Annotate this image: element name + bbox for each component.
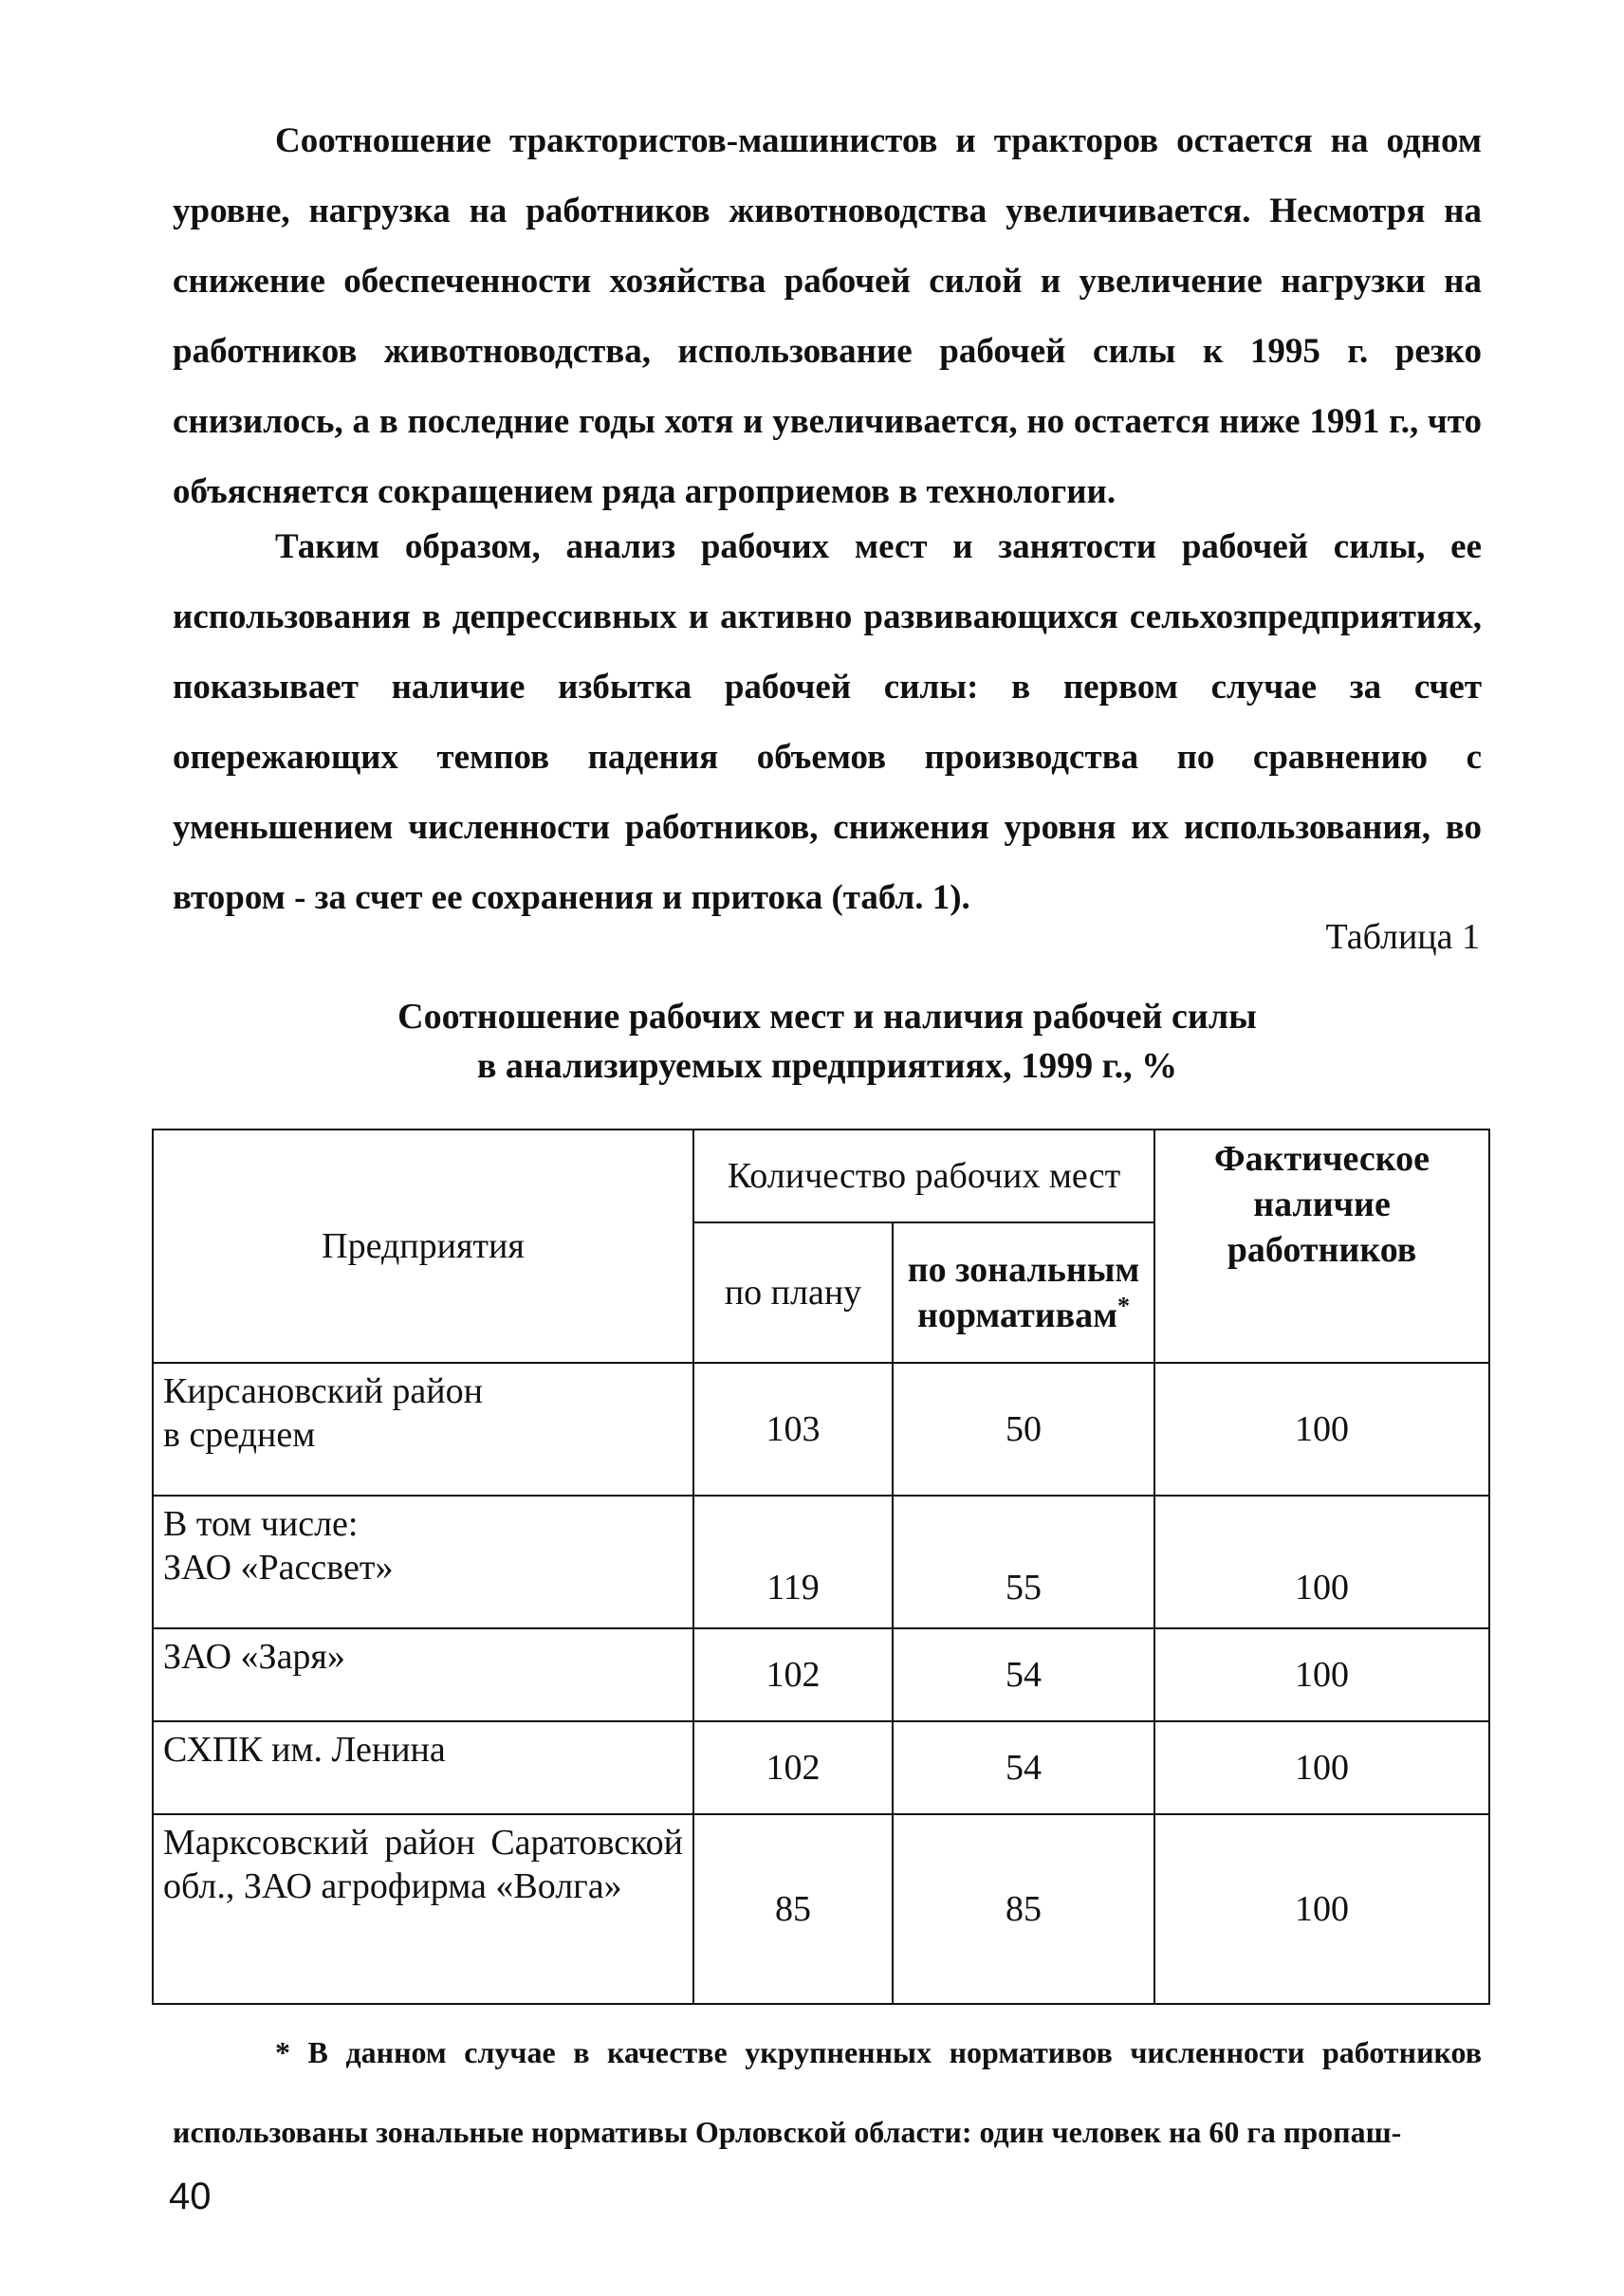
body-paragraph: Таким образом, анализ рабочих мест и занятости рабочей силы, ее использования в депрессивных и активно развивающихся сельхозпредприятиях, показывает наличие избытка рабочей силы: в первом случае за счет опережающих темпов падения объемов производства по сравнению с уменьшением численности работников, снижения уровня их использования, во втором - за счет ее сохранения и притока (табл. 1).: [173, 527, 1482, 917]
cell-zonal: 54: [893, 1628, 1154, 1721]
cell-actual: 100: [1154, 1814, 1489, 2004]
cell-zonal: 55: [893, 1496, 1154, 1628]
footnote-marker: *: [1117, 1292, 1131, 1320]
table-row: [153, 1363, 1489, 1496]
cell-actual: 100: [1154, 1721, 1489, 1814]
row-name-line: ЗАО «Заря»: [163, 1637, 345, 1677]
row-name-cell: Марксовский район Саратовской обл., ЗАО агрофирма «Волга»: [153, 1814, 693, 2004]
table-title-line: в анализируемых предприятиях, 1999 г., %: [476, 1046, 1178, 1086]
cell-zonal: 85: [893, 1814, 1154, 2004]
header-actual-workers: Фактическое наличие работников: [1154, 1130, 1489, 1363]
row-name-line: в среднем: [163, 1415, 316, 1455]
cell-actual: 100: [1154, 1628, 1489, 1721]
cell-zonal: 50: [893, 1363, 1154, 1496]
row-name-line: Кирсановский район: [163, 1371, 483, 1411]
body-paragraph: Соотношение трактористов-машинистов и тракторов остается на одном уровне, нагрузка на работников животноводства увеличивается. Несмотря на снижение обеспеченности хозяйства рабочей силой и увеличение нагрузки на работников животноводства, использование рабочей силы к 1995 г. резко снизилось, а в последние годы хотя и увеличивается, но остается ниже 1991 г., что объясняется сокращением ряда агроприемов в технологии.: [173, 121, 1482, 511]
table-row: [153, 1721, 1489, 1814]
header-by-zonal-norms-text: по зональным нормативам: [907, 1250, 1140, 1335]
cell-plan: 102: [693, 1721, 893, 1814]
table-label: Таблица 1: [1325, 917, 1480, 957]
cell-zonal: 54: [893, 1721, 1154, 1814]
header-workplaces: Количество рабочих мест: [693, 1130, 1154, 1222]
table-row: [153, 1814, 1489, 2004]
cell-plan: 119: [693, 1496, 893, 1628]
header-by-plan: по плану: [693, 1222, 893, 1363]
row-name-cell: [153, 1721, 693, 1814]
row-name-cell: [153, 1363, 693, 1496]
cell-plan: 102: [693, 1628, 893, 1721]
table-title: [173, 992, 1482, 1091]
row-name-line: ЗАО «Рассвет»: [163, 1548, 394, 1588]
table-row: [153, 1496, 1489, 1628]
header-enterprises: Предприятия: [153, 1130, 693, 1363]
data-table: [152, 1129, 1490, 2005]
row-name-line: В том числе:: [163, 1504, 359, 1544]
row-name-cell: [153, 1628, 693, 1721]
footnote: * В данном случае в качестве укрупненных нормативов численности работников использованы зональные нормативы Орловской области: один человек на 60 га пропаш-: [173, 2035, 1482, 2149]
cell-actual: 100: [1154, 1496, 1489, 1628]
row-name-cell: [153, 1496, 693, 1628]
cell-plan: 85: [693, 1814, 893, 2004]
header-by-zonal-norms: [893, 1222, 1154, 1363]
table-title-line: Соотношение рабочих мест и наличия рабочей силы: [397, 997, 1257, 1037]
cell-plan: 103: [693, 1363, 893, 1496]
cell-actual: 100: [1154, 1363, 1489, 1496]
row-name-line: СХПК им. Ленина: [163, 1730, 446, 1770]
page-number: 40: [169, 2176, 212, 2217]
table-row: [153, 1628, 1489, 1721]
